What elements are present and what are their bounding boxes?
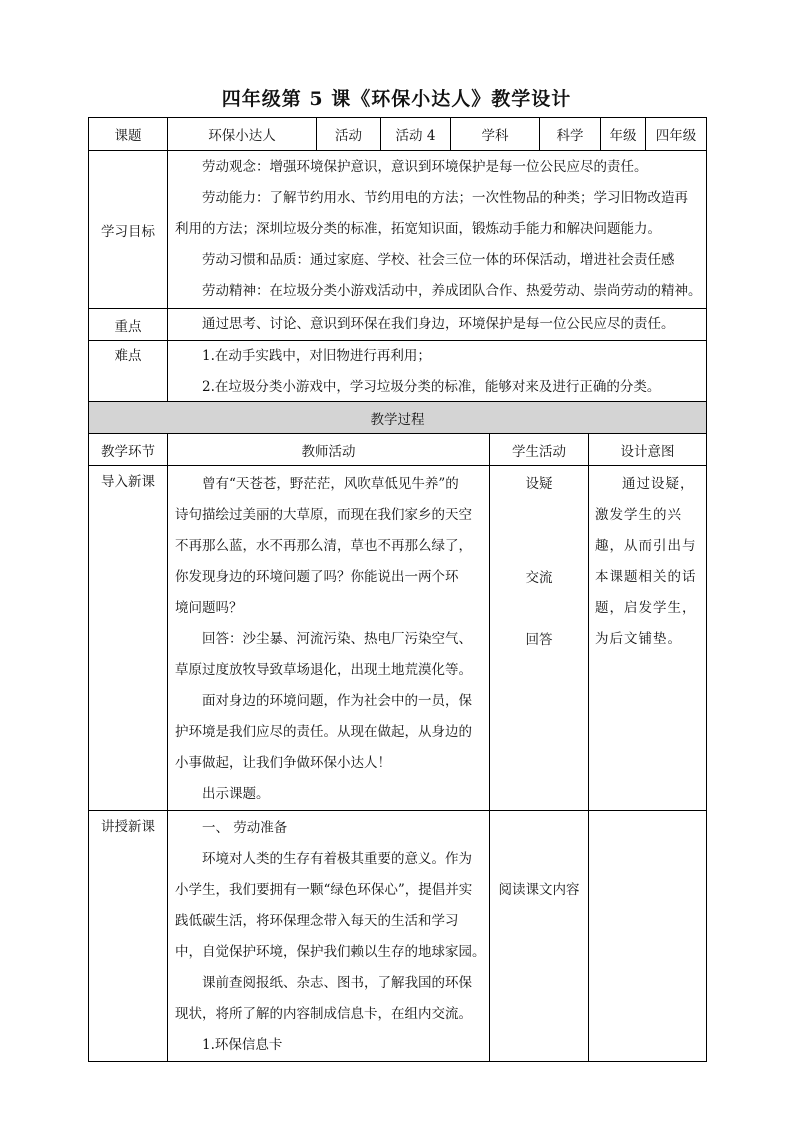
teacher-line: 曾有“天苍苍，野茫茫，风吹草低见牛养”的 xyxy=(202,476,459,492)
goals-row xyxy=(89,151,707,309)
difficulty-label: 难点 xyxy=(89,341,168,404)
goals-label: 学习目标 xyxy=(89,151,168,309)
teacher-line: 环境对人类的生存有着极其重要的意义。作为 xyxy=(202,851,472,867)
header-student: 学生活动 xyxy=(490,434,589,466)
design-line: 通过设疑， xyxy=(622,476,695,492)
teacher-line: 回答：沙尘暴、河流污染、热电厂污染空气、 xyxy=(202,631,472,647)
process-title: 教学过程 xyxy=(89,402,707,434)
focus-content xyxy=(168,309,707,341)
goal-line: 劳动观念：增强环境保护意识，意识到环境保护是每一位公民应尽的责任。 xyxy=(202,159,648,175)
lecture-stage: 讲授新课 xyxy=(89,811,168,1062)
subject-label: 学科 xyxy=(451,118,540,151)
process-header-row xyxy=(89,434,707,466)
activity-value: 活动 4 xyxy=(381,118,451,151)
teacher-line: 草原过度放牧导致草场退化，出现土地荒漠化等。 xyxy=(175,662,472,678)
activity-label: 活动 xyxy=(317,118,381,151)
design-line: 本课题相关的话 xyxy=(595,569,697,585)
student-activity: 阅读课文内容 xyxy=(498,882,580,898)
intro-teacher xyxy=(168,466,490,811)
teacher-line: 小事做起，让我们争做环保小达人！ xyxy=(175,755,391,771)
intro-design xyxy=(589,466,707,811)
header-stage: 教学环节 xyxy=(89,434,168,466)
intro-row xyxy=(89,466,707,811)
teacher-line: 诗句描绘过美丽的大草原，而现在我们家乡的天空 xyxy=(175,507,472,523)
process-title-row xyxy=(89,402,707,434)
teacher-line: 一、 劳动准备 xyxy=(202,820,288,836)
difficulty-content xyxy=(168,341,707,404)
goal-line: 劳动能力：了解节约用水、节约用电的方法；一次性物品的种类；学习旧物改造再 xyxy=(202,190,688,206)
difficulty-row xyxy=(89,341,707,404)
teacher-line: 1.环保信息卡 xyxy=(202,1037,283,1053)
teacher-line: 现状，将所了解的内容制成信息卡，在组内交流。 xyxy=(175,1006,472,1022)
difficulty-line: 1.在动手实践中，对旧物进行再利用； xyxy=(202,348,431,364)
teacher-line: 出示课题。 xyxy=(202,786,270,802)
teacher-line: 中，自觉保护环境，保护我们赖以生存的地球家园。 xyxy=(175,944,486,960)
subject-value: 科学 xyxy=(540,118,601,151)
teacher-line: 面对身边的环境问题，作为社会中的一员，保 xyxy=(202,693,472,709)
course-value: 环保小达人 xyxy=(168,118,317,151)
goal-line: 劳动习惯和品质：通过家庭、学校、社会三位一体的环保活动，增进社会责任感 xyxy=(202,252,675,268)
intro-stage: 导入新课 xyxy=(89,466,168,811)
student-activity: 回答 xyxy=(525,632,553,648)
course-label: 课题 xyxy=(89,118,168,151)
lecture-student xyxy=(490,811,589,1062)
design-line: 趣，从而引出与 xyxy=(595,538,697,554)
header-design: 设计意图 xyxy=(589,434,707,466)
goal-line: 利用的方法；深圳垃圾分类的标准，拓宽知识面，锻炼动手能力和解决问题能力。 xyxy=(175,221,661,237)
lecture-row xyxy=(89,811,707,1062)
grade-label: 年级 xyxy=(601,118,646,151)
teacher-line: 课前查阅报纸、杂志、图书，了解我国的环保 xyxy=(202,975,472,991)
focus-text: 通过思考、讨论、意识到环保在我们身边，环境保护是每一位公民应尽的责任。 xyxy=(202,316,675,332)
teacher-line: 你发现身边的环境问题了吗？你能说出一两个环 xyxy=(175,569,459,585)
teacher-line: 不再那么蓝，水不再那么清，草也不再那么绿了， xyxy=(175,538,472,554)
difficulty-line: 2.在垃圾分类小游戏中，学习垃圾分类的标准，能够对来及进行正确的分类。 xyxy=(202,379,661,395)
goal-line: 劳动精神：在垃圾分类小游戏活动中，养成团队合作、热爱劳动、崇尚劳动的精神。 xyxy=(202,283,702,299)
focus-label: 重点 xyxy=(89,309,168,341)
intro-student xyxy=(490,466,589,811)
student-activity: 交流 xyxy=(525,570,553,586)
lesson-info-table xyxy=(88,117,707,404)
design-line: 激发学生的兴 xyxy=(595,507,682,523)
design-line: 题，启发学生， xyxy=(595,600,697,616)
grade-value: 四年级 xyxy=(646,118,707,151)
lecture-teacher xyxy=(168,811,490,1062)
teacher-line: 护环境是我们应尽的责任。从现在做起，从身边的 xyxy=(175,724,472,740)
design-line: 为后文铺垫。 xyxy=(595,631,682,647)
info-row xyxy=(89,118,707,151)
lecture-design xyxy=(589,811,707,1062)
header-teacher: 教师活动 xyxy=(168,434,490,466)
teacher-line: 践低碳生活，将环保理念带入每天的生活和学习 xyxy=(175,913,459,929)
teacher-line: 境问题吗？ xyxy=(175,600,243,616)
document-title: 四年级第 5 课《环保小达人》教学设计 xyxy=(221,88,572,110)
student-activity: 设疑 xyxy=(525,476,553,492)
goals-content xyxy=(168,151,707,309)
teacher-line: 小学生，我们要拥有一颗“绿色环保心”，提倡并实 xyxy=(175,882,473,898)
focus-row xyxy=(89,309,707,341)
teaching-process-table xyxy=(88,401,707,1062)
